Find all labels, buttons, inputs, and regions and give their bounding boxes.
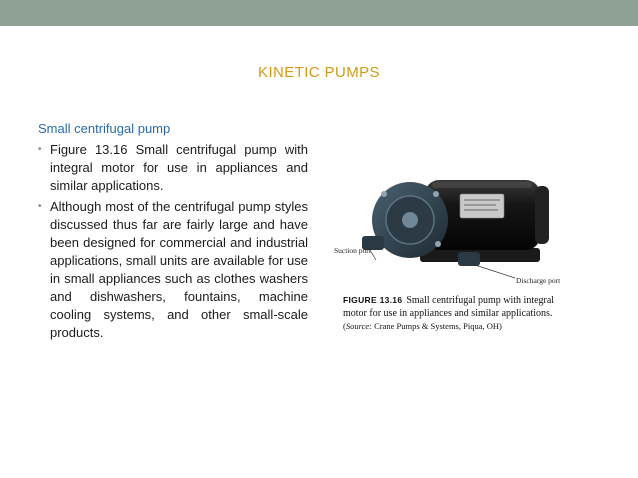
- caption-source: (Source: Crane Pumps & Systems, Piqua, OH): [343, 321, 502, 331]
- subheading: Small centrifugal pump: [38, 121, 171, 136]
- slide-title: KINETIC PUMPS: [258, 64, 380, 81]
- suction-port-label: Suction port: [334, 246, 371, 255]
- pump-image: [340, 160, 570, 290]
- figure-caption: [343, 294, 575, 334]
- bullet-text: Figure 13.16 Small centrifugal pump with integral motor for use in appliances and similar applications.: [50, 142, 308, 193]
- bullet-icon: •: [38, 201, 42, 212]
- bullet-icon: •: [38, 144, 42, 155]
- bullet-item: [38, 198, 308, 342]
- bullet-list: [38, 141, 308, 345]
- figure-number: FIGURE 13.16: [343, 295, 403, 305]
- top-bar: [0, 0, 638, 26]
- discharge-port-label: Discharge port: [516, 276, 561, 285]
- bullet-text: Although most of the centrifugal pump styles discussed thus far are fairly large and have been designed for commercial and industrial applications, small units are available for use in small appliances such as clothes washers and dishwashers, fountains, machine cooling systems, and other small-scale products.: [50, 199, 308, 340]
- caption-text: Small centrifugal pump with integral motor for use in appliances and similar applications.: [343, 295, 555, 319]
- source-prefix: Source:: [345, 321, 372, 331]
- bullet-item: [38, 141, 308, 195]
- source-text: Crane Pumps & Systems, Piqua, OH: [374, 321, 499, 331]
